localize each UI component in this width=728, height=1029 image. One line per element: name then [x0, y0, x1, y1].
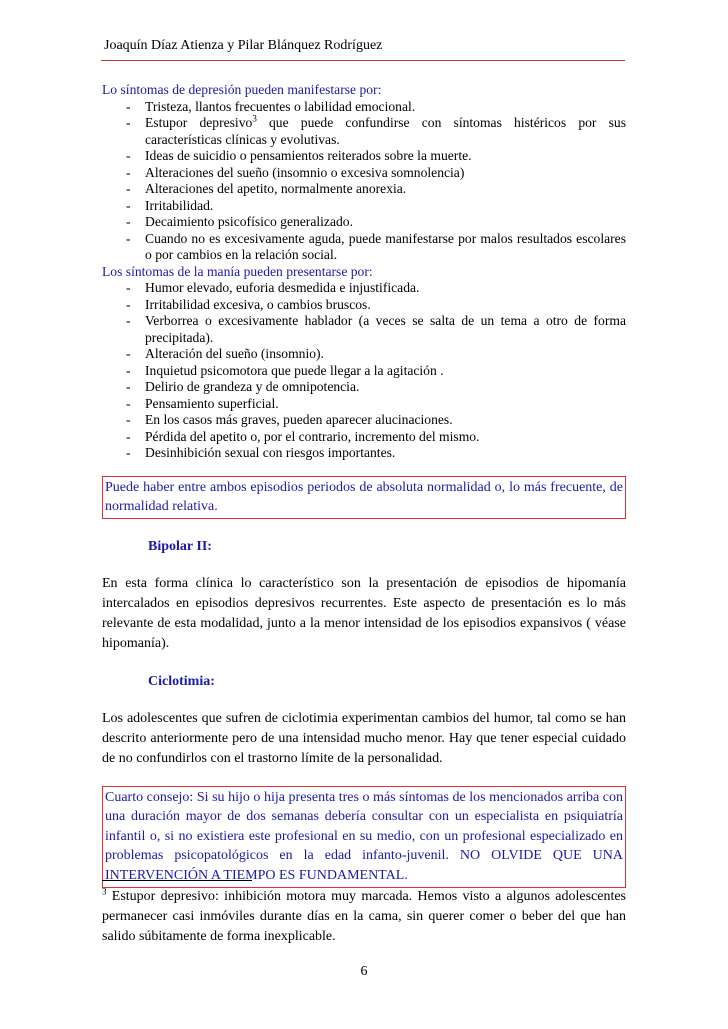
list-item: - Delirio de grandeza y de omnipotencia.: [126, 379, 360, 394]
list-item: - Pensamiento superficial.: [126, 395, 279, 411]
ciclotimia-paragraph: Los adolescentes que sufren de ciclotimia experimentan cambios del humor, tal como se han descrito anteriormente pero de una intensidad mucho menor. Hay que tener especial cuidado de no confundirlos con el trastorno límite de la personalidad.: [102, 710, 626, 766]
normality-note-box: Puede haber entre ambos episodios periodos de absoluta normalidad o, lo más frecuente, de normalidad relativa.: [102, 476, 626, 519]
depression-intro: Lo síntomas de depresión pueden manifestarse por:: [102, 82, 382, 97]
list-item: - Alteraciones del sueño (insomnio o excesiva somnolencia): [126, 164, 465, 180]
footnote-number: 3: [102, 886, 107, 897]
footnote-rule: [102, 880, 252, 881]
list-item: - Tristeza, llantos frecuentes o labilidad emocional.: [126, 98, 416, 114]
list-item: - Desinhibición sexual con riesgos importantes.: [126, 445, 396, 460]
page-number: 6: [360, 964, 368, 979]
list-item: - Ideas de suicidio o pensamientos reiterados sobre la muerte.: [126, 148, 472, 163]
header-rule: [101, 60, 625, 61]
bipolar-ii-paragraph: En esta forma clínica lo característico son la presentación de episodios de hipomanía intercalados en episodios depresivos recurrentes. Este aspecto de presentación es lo más relevante de esta modalidad, junto a la menor intensidad de los episodios expansivos ( véase hipomanía).: [102, 575, 626, 651]
footnote: [102, 887, 626, 947]
list-item: - Alteración del sueño (insomnio).: [126, 346, 324, 361]
advice-box: Cuarto consejo: Si su hijo o hija presenta tres o más síntomas de los mencionados arriba con una duración mayor de dos semanas debería consultar con un especialista en psiquiatría infantil o, si no existiera este profesional en su medio, con un profesional especializado en problemas psicopatológicos en la edad infanto-juvenil. NO OLVIDE QUE UNA INTERVENCIÓN A TIEMPO ES FUNDAMENTAL.: [102, 786, 626, 889]
list-item: - Humor elevado, euforia desmedida e injustificada.: [126, 280, 420, 295]
list-item: - Irritabilidad excesiva, o cambios bruscos.: [126, 296, 371, 312]
page-header: Joaquín Díaz Atienza y Pilar Blánquez Rodríguez: [104, 38, 383, 53]
list-item: - Inquietud psicomotora que puede llegar a la agitación .: [126, 362, 444, 378]
footnote-ref: 3: [252, 113, 257, 124]
list-item: - Alteraciones del apetito, normalmente anorexia.: [126, 181, 407, 196]
depression-symptom-list: [102, 99, 626, 264]
bipolar-ii-heading: Bipolar II:: [148, 538, 212, 554]
mania-symptom-list: [102, 280, 626, 462]
list-item: - Cuando no es excesivamente aguda, puede manifestarse por malos resultados escolares o por cambios en la relación social.: [126, 230, 626, 262]
list-item: - Irritabilidad.: [126, 197, 214, 213]
mania-intro: Los síntomas de la manía pueden presentarse por:: [102, 263, 373, 279]
ciclotimia-heading: Ciclotimia:: [148, 673, 215, 689]
list-item: - Verborrea o excesivamente hablador (a veces se salta de un tema a otro de forma precipitada).: [126, 313, 626, 345]
footnote-text: Estupor depresivo: inhibición motora muy marcada. Hemos visto a algunos adolescentes permanecer casi inmóviles durante días en la cama, sin querer comer o beber del que han salido súbitamente de forma inexplicable.: [102, 889, 626, 944]
list-item: - Pérdida del apetito o, por el contrario, incremento del mismo.: [126, 428, 480, 444]
list-item: - Decaimiento psicofísico generalizado.: [126, 214, 353, 229]
page-content: [102, 82, 626, 888]
list-item: - En los casos más graves, pueden aparecer alucinaciones.: [126, 412, 453, 427]
list-item: - Estupor depresivo$^3$ que puede confundirse con síntomas histéricos por sus características clínicas y evolutivas.: [126, 113, 626, 147]
